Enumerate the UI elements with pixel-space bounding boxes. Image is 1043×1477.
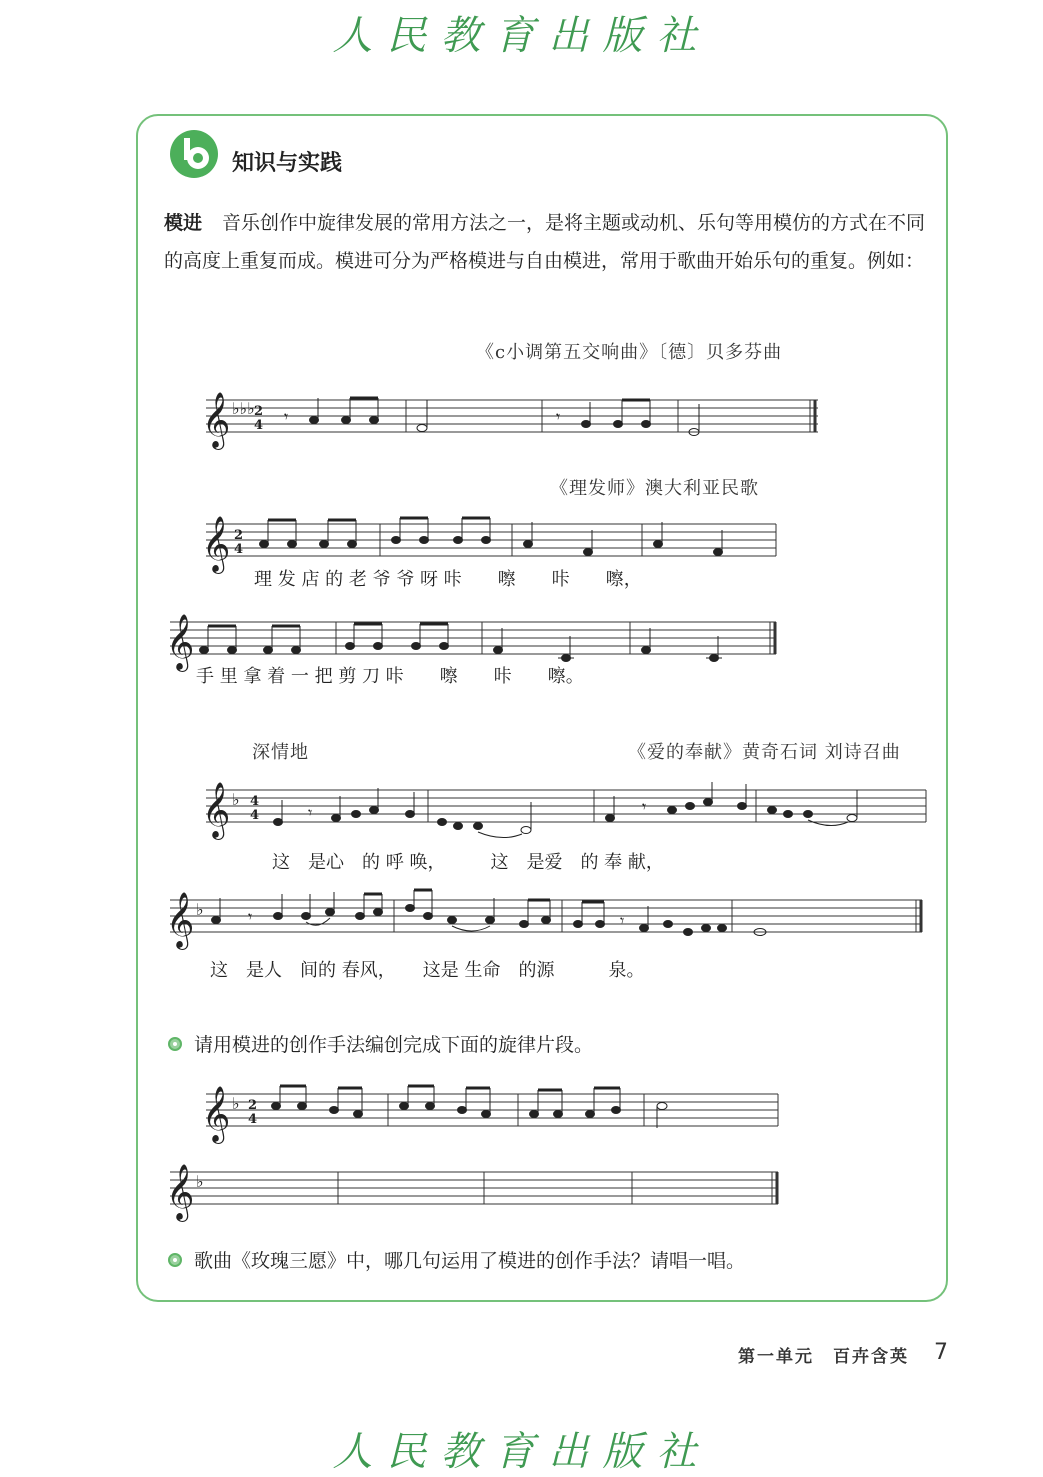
example-1-staff [196,380,826,450]
example-3-lyrics-2: 这 是人 间的 春风， 这是 生命 的源 泉。 [210,960,645,981]
svg-text:𝄞: 𝄞 [202,516,231,572]
term-label: 模进 [164,212,203,234]
svg-text:2: 2 [254,404,264,419]
svg-text:♭: ♭ [196,900,204,919]
example-2-staff-1 [196,512,796,572]
example-3-staff-2 [160,888,930,948]
example-2-staff-2 [160,610,790,670]
svg-text:𝄞: 𝄞 [166,892,195,948]
exercise-2-text: 歌曲《玫瑰三愿》中，哪几句运用了模进的创作手法？请唱一唱。 [194,1250,746,1272]
intro-paragraph [164,204,934,280]
example-2-lyrics-2: 手 里 拿 着 一 把 剪 刀 咔 嚓 咔 嚓。 [196,666,584,687]
footer-unit: 第一单元 [738,1347,814,1367]
svg-text:4: 4 [248,1112,258,1127]
svg-text:𝄞: 𝄞 [166,614,195,670]
svg-text:𝄞: 𝄞 [202,392,231,448]
publisher-watermark-bottom: 人民教育出版社 [332,1429,711,1475]
section-title: 知识与实践 [232,151,343,176]
svg-text:4: 4 [250,808,260,823]
svg-text:♭: ♭ [232,790,240,809]
footer-title: 百卉含英 [833,1347,909,1367]
exercise-2 [168,1246,745,1273]
example-3-caption: 《爱的奉献》黄奇石词 刘诗召曲 [628,742,901,763]
svg-text:𝄾: 𝄾 [248,907,253,926]
svg-text:𝄾: 𝄾 [284,407,289,426]
svg-text:♭: ♭ [196,1172,204,1191]
bullet-icon [168,1037,182,1051]
svg-text:𝄾: 𝄾 [642,797,647,816]
page-footer [738,1342,909,1367]
example-1-caption: 《c小调第五交响曲》〔德〕贝多芬曲 [476,342,783,363]
svg-text:𝄞: 𝄞 [202,1086,231,1142]
exercise-1-text: 请用模进的创作手法编创完成下面的旋律片段。 [194,1034,594,1056]
svg-text:𝄾: 𝄾 [620,911,625,930]
example-3-lyrics-1: 这 是心 的 呼 唤， 这 是爱 的 奉 献， [272,852,664,873]
page-number: 7 [934,1340,948,1365]
svg-text:♭: ♭ [232,1094,240,1113]
bullet-icon [168,1253,182,1267]
svg-text:𝄾: 𝄾 [308,803,313,822]
svg-text:2: 2 [248,1098,258,1113]
exercise-1 [168,1030,593,1057]
intro-text: 音乐创作中旋律发展的常用方法之一，是将主题或动机、乐句等用模仿的方式在不同的高度上重复而成。模进可分为严格模进与自由模进，常用于歌曲开始乐句的重复。例如： [164,212,926,272]
example-3-tempo: 深情地 [252,742,309,763]
svg-text:𝄞: 𝄞 [202,782,231,838]
exercise-melody-staff [196,1082,796,1142]
svg-text:2: 2 [234,528,244,543]
svg-text:4: 4 [254,418,264,433]
example-2-caption: 《理发师》澳大利亚民歌 [550,478,759,499]
svg-text:♭♭♭: ♭♭♭ [232,399,255,418]
svg-text:𝄾: 𝄾 [556,407,561,426]
svg-text:4: 4 [250,794,260,809]
example-3-staff-1 [196,778,936,838]
svg-text:𝄞: 𝄞 [166,1164,195,1220]
example-2-lyrics-1: 理 发 店 的 老 爷 爷 呀 咔 嚓 咔 嚓， [254,569,642,590]
music-badge-icon [168,128,220,180]
publisher-watermark-top: 人民教育出版社 [332,13,711,59]
svg-text:4: 4 [234,542,244,557]
exercise-blank-staff [160,1160,790,1220]
